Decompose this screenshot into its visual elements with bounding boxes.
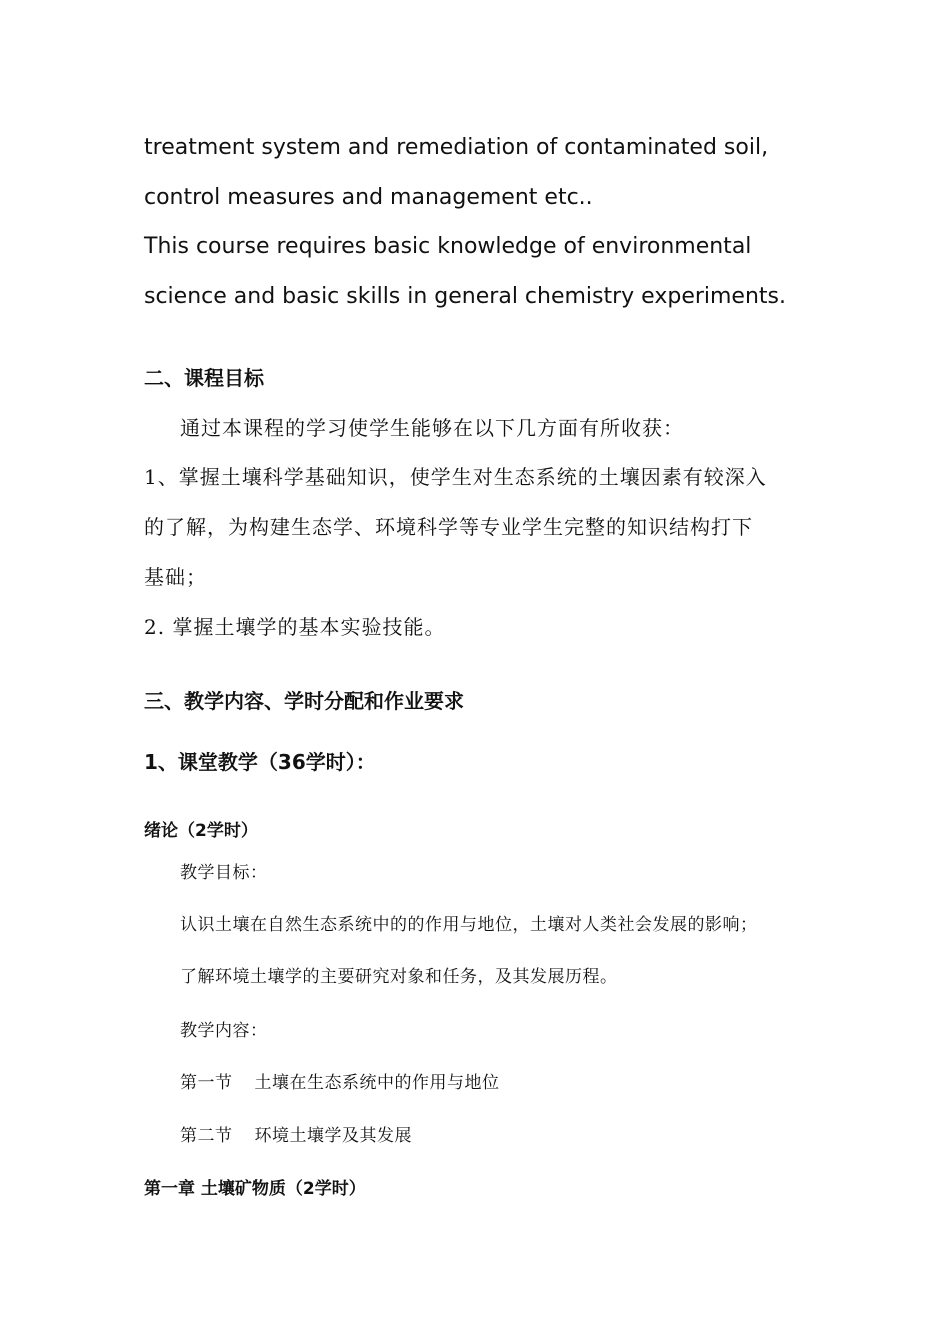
classroom-teaching-heading: 1、课堂教学（36学时）：	[144, 750, 376, 774]
goal-item-1-line-2: 的了解，为构建生态学、环境科学等专业学生完整的知识结构打下	[144, 515, 753, 539]
introduction-title: 绪论（2学时）	[144, 821, 258, 841]
teaching-goal-line-1: 认识土壤在自然生态系统中的的作用与地位，土壤对人类社会发展的影响；	[180, 915, 758, 935]
section-item-1-label: 第一节	[180, 1073, 233, 1093]
goal-item-1-line-3: 基础；	[144, 565, 207, 589]
goal-item-2: 2. 掌握土壤学的基本实验技能。	[144, 615, 446, 639]
chapter-1-title: 第一章 土壤矿物质（2学时）	[144, 1179, 366, 1199]
section-2-heading: 二、课程目标	[144, 366, 264, 390]
intro-line-3: This course requires basic knowledge of environmental	[144, 234, 752, 259]
teaching-goal-line-2: 了解环境土壤学的主要研究对象和任务，及其发展历程。	[180, 967, 618, 987]
section-item-2	[180, 1121, 412, 1146]
intro-line-4: science and basic skills in general chemistry experiments.	[144, 284, 786, 309]
teaching-goal-label: 教学目标：	[180, 863, 268, 883]
intro-line-2: control measures and management etc..	[144, 185, 593, 210]
teaching-content-label: 教学内容：	[180, 1021, 268, 1041]
section-item-1	[180, 1068, 500, 1093]
goal-item-1-line-1: 1、掌握土壤科学基础知识，使学生对生态系统的土壤因素有较深入	[144, 465, 767, 489]
section-item-1-title: 土壤在生态系统中的作用与地位	[254, 1073, 500, 1093]
section-item-2-label: 第二节	[180, 1126, 233, 1146]
section-2-intro: 通过本课程的学习使学生能够在以下几方面有所收获：	[180, 416, 684, 440]
section-3-heading: 三、教学内容、学时分配和作业要求	[144, 689, 464, 713]
intro-line-1: treatment system and remediation of contaminated soil,	[144, 135, 769, 160]
section-item-2-title: 环境土壤学及其发展	[254, 1126, 412, 1146]
